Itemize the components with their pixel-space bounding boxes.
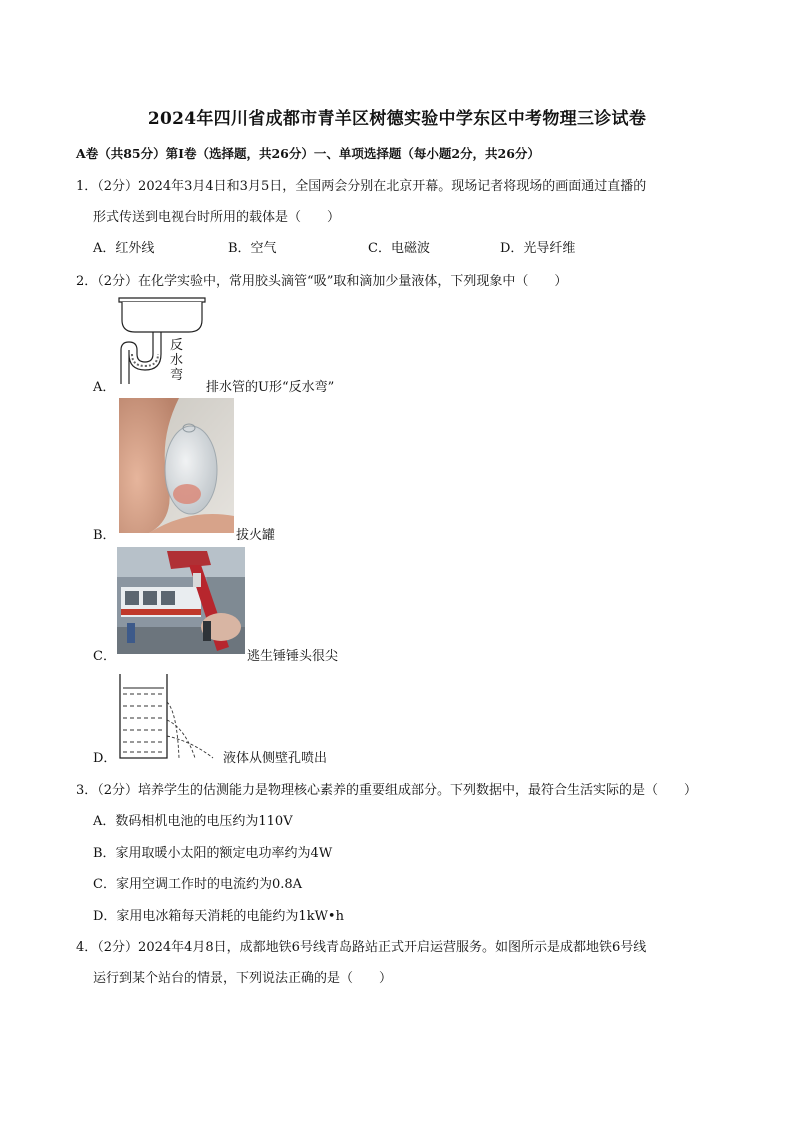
section-header: A卷（共85分）第Ⅰ卷（选择题，共26分）一、单项选择题（每小题2分，共26分） [76,146,540,161]
question-2-stem: 2．（2分）在化学实验中，常用胶头滴管“吸”取和滴加少量液体，下列现象中（ ） [76,274,568,289]
q2-option-b-label: B． [93,528,116,543]
drain-trap-caption [170,338,184,383]
q1-option-a: A．红外线 [93,241,155,256]
caption-char: 弯 [170,368,184,383]
q1-option-d: D．光导纤维 [500,241,576,256]
caption-char: 水 [170,353,184,368]
q2-option-a-text: 排水管的U形“反水弯” [206,380,335,395]
q3-option-a: A．数码相机电池的电压约为110V [93,814,293,829]
q2-option-c-text: 逃生锤锤头很尖 [247,649,339,664]
question-1-line-1: 1．（2分）2024年3月4日和3月5日，全国两会分别在北京开幕。现场记者将现场的画面通过直播的 [76,179,647,194]
question-1-line-2: 形式传送到电视台时所用的载体是（ ） [93,210,341,225]
q2-option-b-text: 拔火罐 [236,528,276,543]
q2-option-a-label: A． [93,380,116,395]
page-title: 2024年四川省成都市青羊区树德实验中学东区中考物理三诊试卷 [147,109,647,129]
q2-option-d-label: D． [93,751,117,766]
q1-option-c: C．电磁波 [368,241,430,256]
question-3-stem: 3．（2分）培养学生的估测能力是物理核心素养的重要组成部分。下列数据中，最符合生活实际的是（ ） [76,783,698,798]
q3-option-c: C．家用空调工作时的电流约为0.8A [93,877,303,892]
q3-option-d: D．家用电冰箱每天消耗的电能约为1kW•h [93,909,344,924]
container-holes-figure [115,672,225,764]
q1-option-b: B．空气 [228,241,277,256]
q3-option-b: B．家用取暖小太阳的额定电功率约为4W [93,846,333,861]
q2-option-c-label: C． [93,649,116,664]
question-4-line-1: 4．（2分）2024年4月8日，成都地铁6号线青岛路站正式开启运营服务。如图所示是成都地铁6号线 [76,940,647,955]
q2-option-d-text: 液体从侧壁孔喷出 [223,751,328,766]
drain-trap-figure [113,292,213,392]
cupping-photo [119,398,234,533]
escape-hammer-photo [117,547,245,654]
question-4-line-2: 运行到某个站台的情景，下列说法正确的是（ ） [93,971,393,986]
caption-char: 反 [170,338,184,353]
